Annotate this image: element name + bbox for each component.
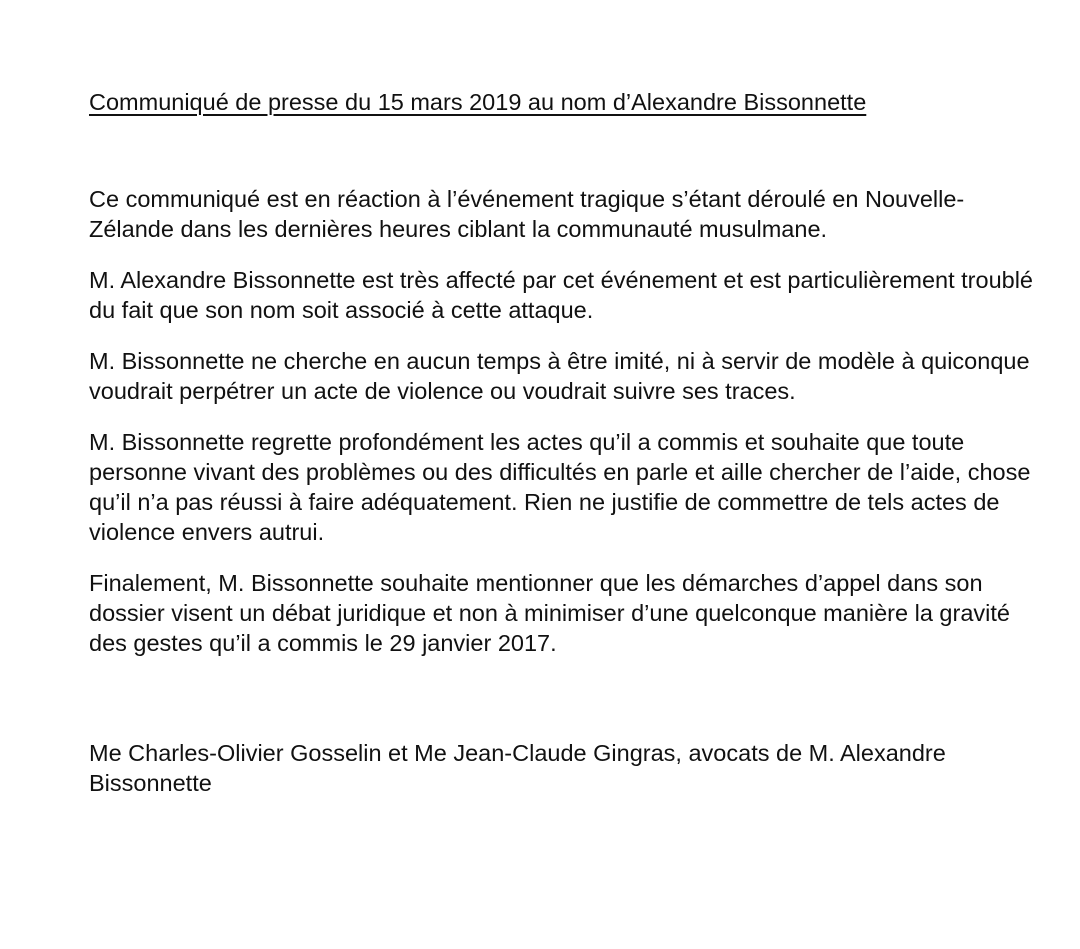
paragraph-regret: M. Bissonnette regrette profondément les actes qu’il a commis et souhaite que toute personne vivant des problèmes ou des difficultés en parle et aille chercher de l’aide, chose qu’il n’a pas réussi à faire adéquatement. Rien ne justifie de commettre de tels actes de violence envers autrui.	[89, 429, 1031, 545]
document-title: Communiqué de presse du 15 mars 2019 au nom d’Alexandre Bissonnette	[89, 89, 867, 115]
press-release-document	[89, 84, 1049, 822]
paragraph-affected: M. Alexandre Bissonnette est très affecté par cet événement et est particulièrement troublé du fait que son nom soit associé à cette attaque.	[89, 267, 1033, 323]
paragraph-not-a-model: M. Bissonnette ne cherche en aucun temps à être imité, ni à servir de modèle à quiconque voudrait perpétrer un acte de violence ou voudrait suivre ses traces.	[89, 348, 1030, 404]
document-body	[89, 184, 1049, 658]
paragraph-reaction: Ce communiqué est en réaction à l’événement tragique s’étant déroulé en Nouvelle-Zélande dans les dernières heures ciblant la communauté musulmane.	[89, 186, 965, 242]
signature: Me Charles-Olivier Gosselin et Me Jean-Claude Gingras, avocats de M. Alexandre Bissonnette	[89, 740, 946, 796]
paragraph-appeal: Finalement, M. Bissonnette souhaite mentionner que les démarches d’appel dans son dossier visent un débat juridique et non à minimiser d’une quelconque manière la gravité des gestes qu’il a commis le 29 janvier 2017.	[89, 570, 1010, 656]
